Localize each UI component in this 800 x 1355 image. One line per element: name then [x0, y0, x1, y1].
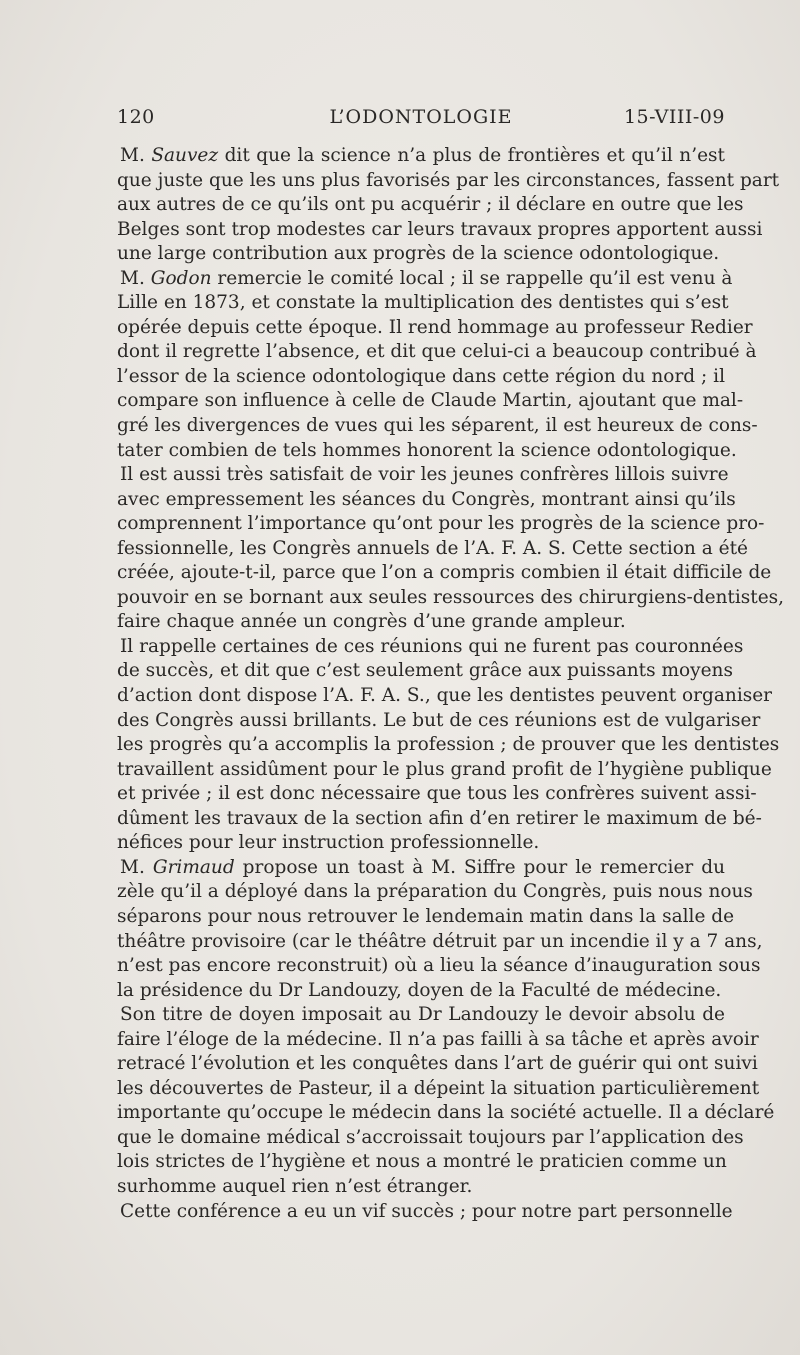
issue-date: 15-VIII-09	[623, 106, 725, 128]
text-line: Il rappelle certaines de ces réunions qui ne furent pas couronnées	[120, 635, 744, 657]
running-head	[117, 106, 725, 136]
text-line: Cette conférence a eu un vif succès ; pour notre part personnelle	[120, 1200, 733, 1222]
text-line: gré les divergences de vues qui les séparent, il est heureux de cons-	[117, 415, 758, 437]
text-line	[117, 856, 725, 881]
text-line: néfices pour leur instruction professionnelle.	[117, 832, 540, 854]
paragraph	[117, 1003, 775, 1199]
page-number: 120	[117, 106, 155, 128]
text-line: retracé l’évolution et les conquêtes dans l’art de guérir qui ont suivi	[117, 1053, 758, 1075]
text-line: n’est pas encore reconstruit) où a lieu la séance d’inauguration sous	[117, 955, 761, 977]
text-line: que le domaine médical s’accroissait toujours par l’application des	[117, 1126, 744, 1148]
text-line: que juste que les uns plus favorisés par les circonstances, fassent part	[117, 169, 780, 191]
paragraph	[117, 856, 763, 1003]
text-line: tater combien de tels hommes honorent la science odontologique.	[117, 439, 737, 461]
paragraph	[117, 267, 758, 463]
paragraph	[117, 463, 785, 635]
text-line: dont il regrette l’absence, et dit que celui-ci a beaucoup contribué à	[117, 341, 757, 363]
speaker-name: Godon	[150, 267, 212, 289]
text-line: compare son influence à celle de Claude Martin, ajoutant que mal-	[117, 390, 744, 412]
text-line: dûment les travaux de la section afin d’en retirer le maximum de bé-	[117, 807, 762, 829]
text-line: avec empressement les séances du Congrès, montrant ainsi qu’ils	[117, 488, 736, 510]
speaker-title: M.	[120, 145, 152, 166]
text-line: zèle qu’il a déployé dans la préparation du Congrès, puis nous nous	[117, 881, 753, 903]
text-line: créée, ajoute-t-il, parce que l’on a compris combien il était difficile de	[117, 562, 772, 584]
text-line: l’essor de la science odontologique dans cette région du nord ; il	[117, 365, 725, 387]
speaker-title: M.	[120, 267, 151, 289]
speaker-name: Grimaud	[152, 856, 235, 878]
text-line: Il est aussi très satisfait de voir les jeunes confrères lillois suivre	[120, 464, 729, 486]
text-line: de succès, et dit que c’est seulement grâce aux puissants moyens	[117, 660, 733, 682]
text-line: surhomme auquel rien n’est étranger.	[117, 1175, 473, 1197]
body-text	[117, 144, 785, 1224]
text-line: aux autres de ce qu’ils ont pu acquérir ; il déclare en outre que les	[117, 194, 744, 216]
text-line: opérée depuis cette époque. Il rend hommage au professeur Redier	[117, 316, 753, 338]
text-line: fessionnelle, les Congrès annuels de l’A. F. A. S. Cette section a été	[117, 537, 748, 559]
speaker-title: M.	[120, 856, 153, 878]
text-line: des Congrès aussi brillants. Le but de ces réunions est de vulgariser	[117, 709, 761, 731]
text-line: et privée ; il est donc nécessaire que tous les confrères suivent assi-	[117, 783, 757, 805]
text-line: comprennent l’importance qu’ont pour les progrès de la science pro-	[117, 513, 765, 535]
text-line: les découvertes de Pasteur, il a dépeint la situation particulièrement	[117, 1077, 760, 1099]
journal-title: L’ODONTOLOGIE	[329, 106, 513, 128]
text-line: théâtre provisoire (car le théâtre détruit par un incendie il y a 7 ans,	[117, 930, 763, 952]
paragraph	[117, 1200, 733, 1225]
text-line: Lille en 1873, et constate la multiplication des dentistes qui s’est	[117, 292, 729, 314]
speaker-name: Sauvez	[151, 145, 219, 166]
paragraph	[117, 635, 780, 856]
text-line: les progrès qu’a accomplis la profession ; de prouver que les dentistes	[117, 734, 780, 756]
text-line: importante qu’occupe le médecin dans la société actuelle. Il a déclaré	[117, 1102, 775, 1124]
text-line: travaillent assidûment pour le plus grand profit de l’hygiène publique	[117, 758, 772, 780]
text-line: une large contribution aux progrès de la science odontologique.	[117, 243, 720, 265]
line-text: dit que la science n’a plus de frontières et qu’il n’est	[218, 145, 725, 166]
line-text: propose un toast à M. Siffre pour le remercier du	[234, 856, 725, 878]
paragraph	[117, 144, 780, 267]
text-line: d’action dont dispose l’A. F. A. S., que les dentistes peuvent organiser	[117, 685, 773, 707]
text-line: lois strictes de l’hygiène et nous a montré le praticien comme un	[117, 1151, 727, 1173]
line-text: remercie le comité local ; il se rappelle qu’il est venu à	[211, 267, 733, 289]
text-line: séparons pour nous retrouver le lendemain matin dans la salle de	[117, 905, 735, 927]
text-line	[117, 267, 733, 292]
text-line: la présidence du Dr Landouzy, doyen de la Faculté de médecine.	[117, 979, 722, 1001]
text-line: faire l’éloge de la médecine. Il n’a pas failli à sa tâche et après avoir	[117, 1028, 759, 1050]
text-line: Belges sont trop modestes car leurs travaux propres apportent aussi	[117, 218, 763, 240]
text-line: faire chaque année un congrès d’une grande ampleur.	[117, 611, 626, 633]
text-line	[117, 144, 725, 169]
text-line: pouvoir en se bornant aux seules ressources des chirurgiens-dentistes,	[117, 586, 785, 608]
text-line: Son titre de doyen imposait au Dr Landouzy le devoir absolu de	[120, 1004, 725, 1026]
